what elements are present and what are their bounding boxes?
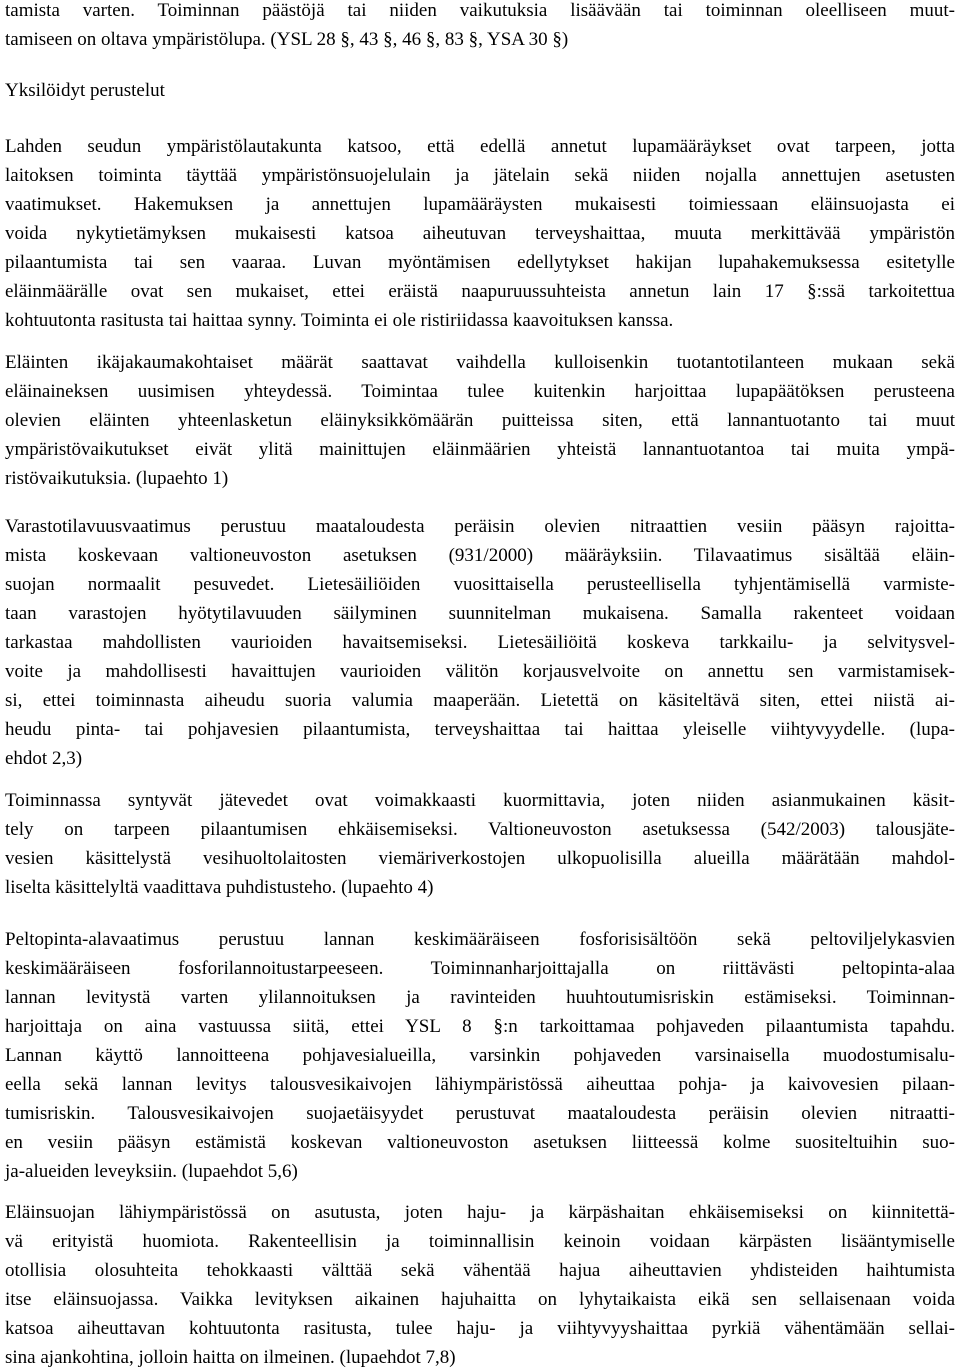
- text-line: olevien eläinten yhteenlasketun eläinyksikkömäärän puitteissa siten, että lannantuotanto tai muut: [5, 410, 955, 431]
- text-line: eläinmäärälle ovat sen mukaiset, ettei eräistä naapuruussuhteista annetun lain 17 §:ssä tarkoitettua: [5, 281, 955, 302]
- text-line: voida nykytietämyksen mukaisesti katsoa aiheutuvan terveyshaittaa, muuta merkittävää ympäristön: [5, 223, 955, 244]
- text-line: ympäristövaikutukset eivät ylitä mainittujen eläinmäärien yhteistä lannantuotantoa tai muita ympä-: [5, 439, 955, 460]
- text-line: taan varastojen hyötytilavuuden säilyminen suunnitelman mukaisena. Samalla rakenteet voidaan: [5, 603, 955, 624]
- text-line: keskimääräiseen fosforilannoitustarpeeseen. Toiminnanharjoittajalla on riittävästi peltopinta-alaa: [5, 958, 955, 979]
- text-line: Peltopinta-alavaatimus perustuu lannan keskimääräiseen fosforisisältöön sekä peltoviljelykasvien: [5, 929, 955, 950]
- text-line: sina ajankohtina, jolloin haitta on ilmeinen. (lupaehdot 7,8): [5, 1347, 456, 1368]
- paragraph-1: [5, 132, 955, 335]
- text-line: vä erityistä huomiota. Rakenteellisin ja toiminnallisin keinoin voidaan kärpästen lisääntymiselle: [5, 1231, 955, 1252]
- text-line: heudu pinta- tai pohjavesien pilaantumista, terveyshaittaa tai haittaa yleiselle viihtyvyydelle. (lupa-: [5, 719, 955, 740]
- text-line: en vesiin pääsyn estämistä koskevan valtioneuvoston asetuksen liitteessä kolme suositeltuihin suo-: [5, 1132, 955, 1153]
- text-line: itse eläinsuojassa. Vaikka levityksen aikainen hajuhaitta on lyhytaikaista eikä sen sellaisenaan voida: [5, 1289, 955, 1310]
- text-line: ja-alueiden leveyksiin. (lupaehdot 5,6): [5, 1161, 298, 1182]
- text-line: ristövaikutuksia. (lupaehto 1): [5, 468, 229, 489]
- paragraph-intro: [5, 0, 955, 54]
- text-line: pilaantumista tai sen vaaraa. Luvan myöntämisen edellytykset hakijan lupahakemuksessa esitetylle: [5, 252, 955, 273]
- section-heading: Yksilöidyt perustelut: [5, 80, 165, 101]
- text-line: tamiseen on oltava ympäristölupa. (YSL 28 §, 43 §, 46 §, 83 §, YSA 30 §): [5, 29, 569, 50]
- text-line: tamista varten. Toiminnan päästöjä tai niiden vaikutuksia lisäävään tai toiminnan oleelliseen muut-: [5, 0, 955, 21]
- text-line: mista koskevaan valtioneuvoston asetuksen (931/2000) määräyksiin. Tilavaatimus sisältää eläin-: [5, 545, 955, 566]
- text-line: ehdot 2,3): [5, 748, 83, 769]
- text-line: lannan levitystä varten ylilannoituksen ja ravinteiden huuhtoutumisriskin estämiseksi. Toiminnan-: [5, 987, 955, 1008]
- paragraph-6: [5, 1198, 955, 1372]
- text-line: vaatimukset. Hakemuksen ja annettujen lupamääräysten mukaisesti toimiessaan eläinsuojasta ei: [5, 194, 955, 215]
- section-heading-block: [5, 76, 955, 105]
- text-line: harjoittaja on aina vastuussa siitä, ettei YSL 8 §:n tarkoittamaa pohjaveden pilaantumista tapahdu.: [5, 1016, 955, 1037]
- text-line: tarkastaa mahdollisten vaurioiden havaitsemiseksi. Lietesäiliöitä koskeva tarkkailu- ja selvitysvel-: [5, 632, 955, 653]
- text-line: Lahden seudun ympäristölautakunta katsoo, että edellä annetut lupamääräykset ovat tarpeen, jotta: [5, 136, 955, 157]
- text-line: tely on tarpeen pilaantumisen ehkäisemiseksi. Valtioneuvoston asetuksessa (542/2003) talousjäte-: [5, 819, 955, 840]
- text-line: Toiminnassa syntyvät jätevedet ovat voimakkaasti kuormittavia, joten niiden asianmukainen käsit-: [5, 790, 955, 811]
- paragraph-5: [5, 925, 955, 1186]
- text-line: eläinaineksen uusimisen yhteydessä. Toimintaa tulee kuitenkin harjoittaa lupapäätöksen perusteena: [5, 381, 955, 402]
- text-line: kohtuutonta rasitusta tai haittaa synny. Toiminta ei ole ristiriidassa kaavoituksen kanssa.: [5, 310, 674, 331]
- paragraph-2: [5, 348, 955, 493]
- text-line: voite ja mahdollisesti havaittujen vaurioiden välitön korjausvelvoite on annettu sen varmistamisek-: [5, 661, 955, 682]
- text-line: liselta käsittelyltä vaadittava puhdistusteho. (lupaehto 4): [5, 877, 434, 898]
- text-line: tumisriskin. Talousvesikaivojen suojaetäisyydet perustuvat maataloudesta peräisin olevien nitraatti-: [5, 1103, 955, 1124]
- text-line: Lannan käyttö lannoitteena pohjavesialueilla, varsinkin pohjaveden varsinaisella muodostumisalu-: [5, 1045, 955, 1066]
- text-line: eella sekä lannan levitys talousvesikaivojen lähiympäristössä aiheuttaa pohja- ja kaivovesien pilaan-: [5, 1074, 955, 1095]
- text-line: laitoksen toiminta täyttää ympäristönsuojelulain ja jätelain sekä niiden nojalla annettujen asetusten: [5, 165, 955, 186]
- text-line: si, ettei toiminnasta aiheudu suoria valumia maaperään. Lietettä on käsiteltävä siten, ettei niistä ai-: [5, 690, 955, 711]
- paragraph-4: [5, 786, 955, 902]
- text-line: Varastotilavuusvaatimus perustuu maataloudesta peräisin olevien nitraattien vesiin pääsyn rajoitta-: [5, 516, 955, 537]
- text-line: otollisia olosuhteita tehokkaasti välttää sekä vähentää hajua aiheuttavien yhdisteiden haihtumista: [5, 1260, 955, 1281]
- text-line: suojan normaalit pesuvedet. Lietesäiliöiden vuosittaisella perusteellisella tyhjentämisellä varmiste-: [5, 574, 955, 595]
- text-line: Eläinsuojan lähiympäristössä on asutusta, joten haju- ja kärpäshaitan ehkäisemiseksi on kiinnitettä-: [5, 1202, 955, 1223]
- text-line: Eläinten ikäjakaumakohtaiset määrät saattavat vaihdella kulloisenkin tuotantotilanteen mukaan sekä: [5, 352, 955, 373]
- paragraph-3: [5, 512, 955, 773]
- text-line: vesien käsittelystä vesihuoltolaitosten viemäriverkostojen ulkopuolisilla alueilla määrätään mahdol-: [5, 848, 955, 869]
- text-line: katsoa aiheuttavan kohtuutonta rasitusta, tulee haju- ja viihtyvyyshaittaa pyrkiä vähentämään sellai-: [5, 1318, 955, 1339]
